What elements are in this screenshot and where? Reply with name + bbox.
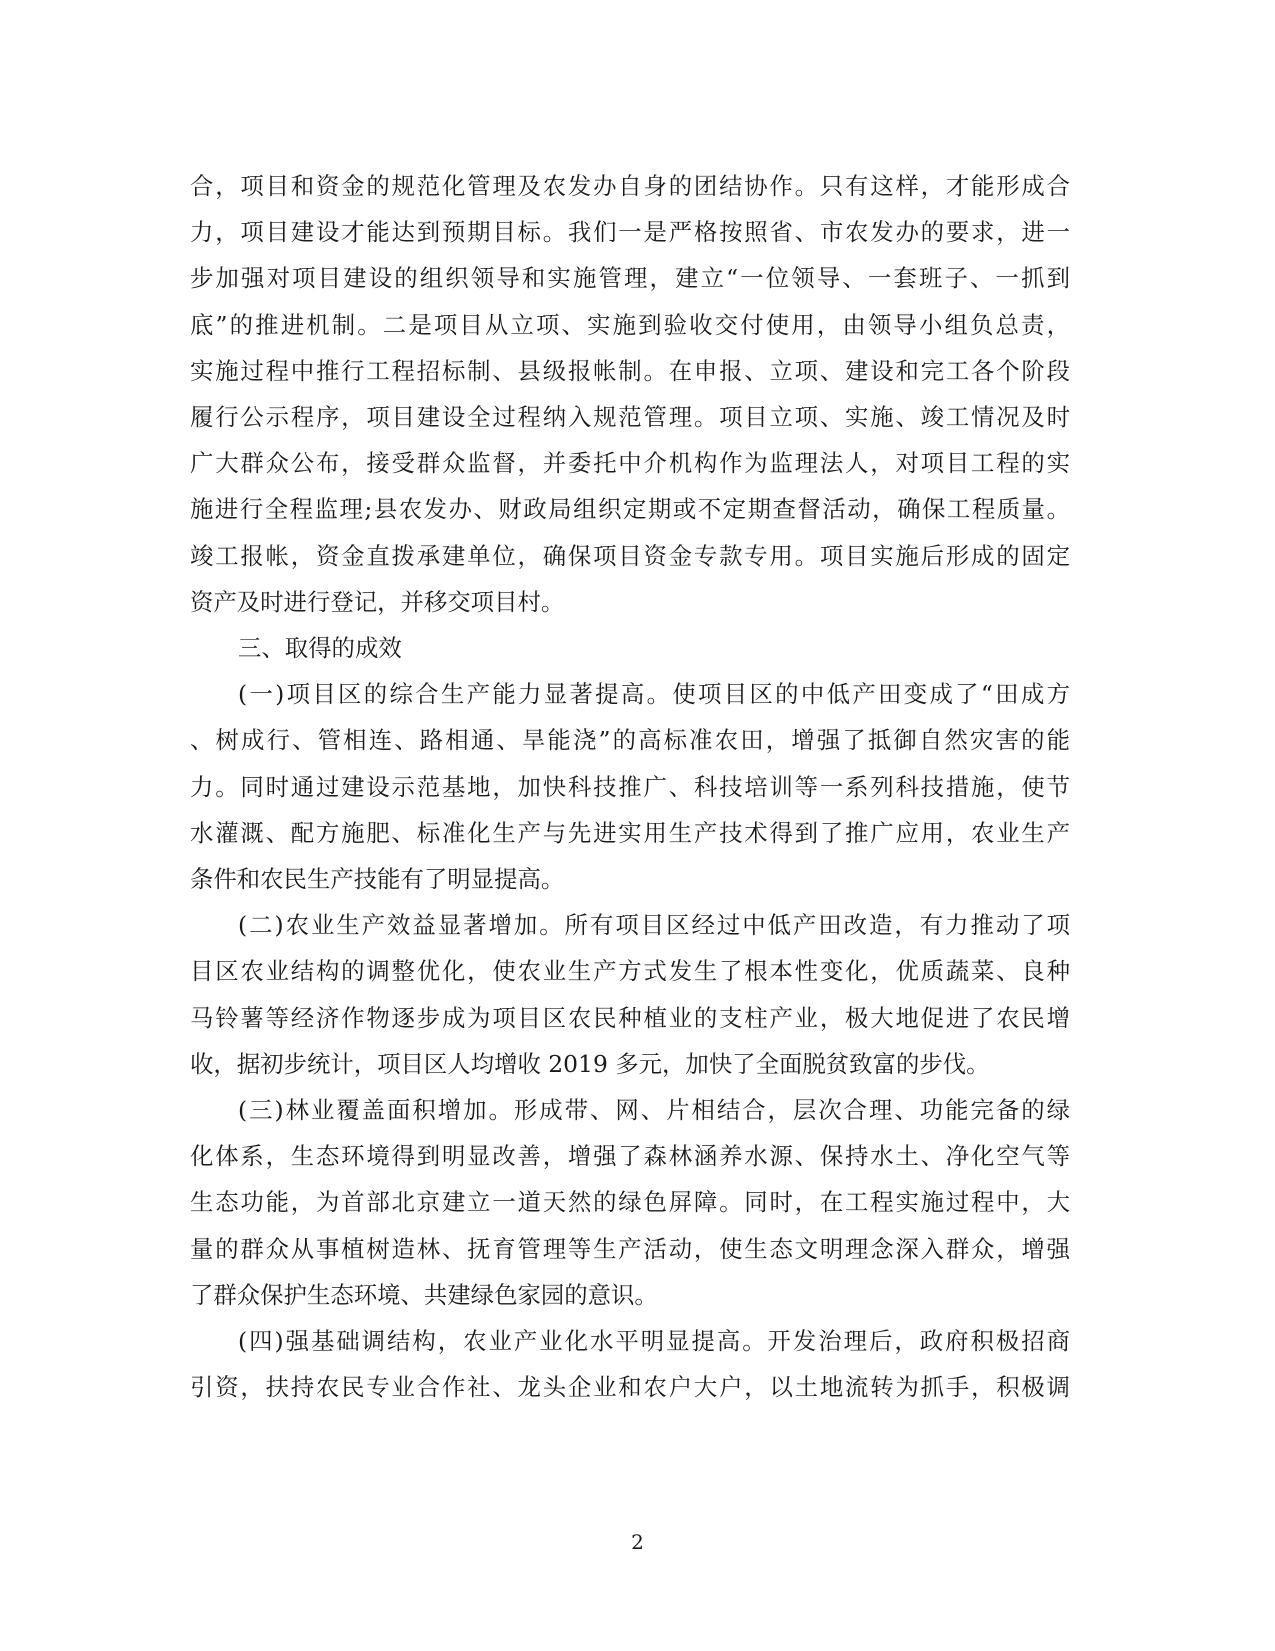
paragraph-line: 引资，扶持农民专业合作社、龙头企业和农户大户，以土地流转为抓手，积极调 <box>190 1373 1070 1402</box>
paragraph-first-line: (四)强基础调结构，农业产业化水平明显提高。开发治理后，政府积极招商 <box>238 1327 1070 1355</box>
paragraph-first-line: (一)项目区的综合生产能力显著提高。使项目区的中低产田变成了“田成方 <box>238 680 1070 709</box>
paragraph-line: 、树成行、管相连、路相通、旱能浇”的高标准农田，增强了抵御自然灾害的能 <box>190 726 1070 755</box>
paragraph-line: 量的群众从事植树造林、抚育管理等生产活动，使生态文明理念深入群众，增强 <box>190 1234 1070 1263</box>
paragraph-first-line: (三)林业覆盖面积增加。形成带、网、片相结合，层次合理、功能完备的绿 <box>238 1096 1070 1124</box>
paragraph-line: 力。同时通过建设示范基地，加快科技推广、科技培训等一系列科技措施，使节 <box>190 772 1070 801</box>
paragraph-line: 合，项目和资金的规范化管理及农发办自身的团结协作。只有这样，才能形成合 <box>190 172 1070 200</box>
paragraph-line: 履行公示程序，项目建设全过程纳入规范管理。项目立项、实施、竣工情况及时 <box>190 403 1070 431</box>
paragraph-line: 收，据初步统计，项目区人均增收 2019 多元，加快了全面脱贫致富的步伐。 <box>190 1049 990 1078</box>
paragraph-line: 步加强对项目建设的组织领导和实施管理，建立“一位领导、一套班子、一抓到 <box>190 264 1070 293</box>
paragraph-line: 化体系，生态环境得到明显改善，增强了森林涵养水源、保持水土、净化空气等 <box>190 1142 1070 1171</box>
paragraph-line: 资产及时进行登记，并移交项目村。 <box>190 587 565 616</box>
page-number: 2 <box>631 1530 644 1554</box>
paragraph-line: 广大群众公布，接受群众监督，并委托中介机构作为监理法人，对项目工程的实 <box>190 449 1070 478</box>
paragraph-line: 实施过程中推行工程招标制、县级报帐制。在申报、立项、建设和完工各个阶段 <box>190 356 1070 385</box>
paragraph-line: 条件和农民生产技能有了明显提高。 <box>190 865 565 893</box>
paragraph-line: 力，项目建设才能达到预期目标。我们一是严格按照省、市农发办的要求，进一 <box>190 218 1070 247</box>
paragraph-line: 施进行全程监理;县农发办、财政局组织定期或不定期查督活动，确保工程质量。 <box>190 495 1070 524</box>
paragraph-line: 底”的推进机制。二是项目从立项、实施到验收交付使用，由领导小组负总责， <box>190 310 1070 339</box>
paragraph-line: 竣工报帐，资金直拨承建单位，确保项目资金专款专用。项目实施后形成的固定 <box>190 541 1070 570</box>
paragraph-line: 了群众保护生态环境、共建绿色家园的意识。 <box>190 1280 658 1309</box>
paragraph-first-line: (二)农业生产效益显著增加。所有项目区经过中低产田改造，有力推动了项 <box>238 911 1070 940</box>
paragraph-line: 生态功能，为首部北京建立一道天然的绿色屏障。同时，在工程实施过程中，大 <box>190 1188 1070 1217</box>
paragraph-line: 水灌溉、配方施肥、标准化生产与先进实用生产技术得到了推广应用，农业生产 <box>190 818 1070 847</box>
paragraph-line: 马铃薯等经济作物逐步成为项目区农民种植业的支柱产业，极大地促进了农民增 <box>190 1003 1070 1032</box>
paragraph-first-line: 三、取得的成效 <box>238 634 402 662</box>
paragraph-line: 目区农业结构的调整优化，使农业生产方式发生了根本性变化，优质蔬菜、良种 <box>190 957 1070 986</box>
